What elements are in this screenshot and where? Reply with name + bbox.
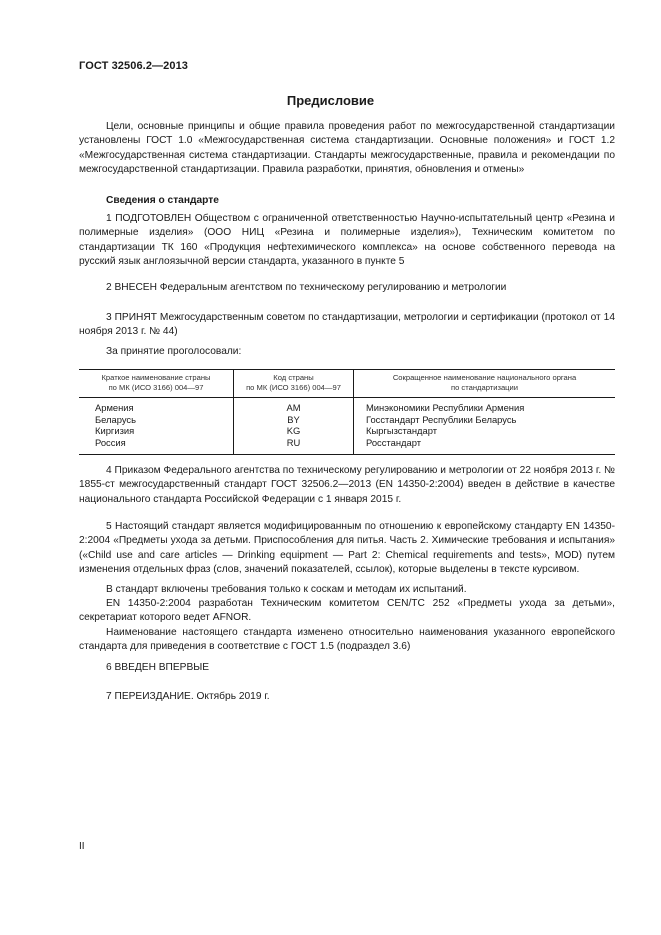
intro-paragraph: Цели, основные принципы и общие правила проведения работ по межгосударственной стандартизации установлены ГОСТ 1.0 «Межгосударственная система стандартизации. Основные положения» и ГОСТ 1.2 «Межгосударственная система стандартизации. Стандарты межгосударственные, правила и рекомендации по межгосударственной стандартизации. Правила разработки, принятия, обновления и отмены» [79, 121, 615, 176]
table-cell: Росстандарт [366, 436, 421, 448]
table-cell: Минэкономики Республики Армения [366, 402, 525, 413]
country-names-cell [79, 398, 234, 455]
item-3-paragraph: 3 ПРИНЯТ Межгосударственным советом по стандартизации, метрологии и сертификации (протокол от 14 ноября 2013 г. № 44) [79, 312, 615, 338]
column-header-country: Краткое наименование страны по МК (ИСО 3166) 004—97 [79, 370, 234, 398]
country-codes-cell [234, 398, 354, 455]
item-7-paragraph: 7 ПЕРЕИЗДАНИЕ. Октябрь 2019 г. [106, 691, 270, 702]
item-5-paragraph: 5 Настоящий стандарт является модифицированным по отношению к европейскому стандарту EN 14350-2:2004 «Предметы ухода за детьми. Приспособления для питья. Часть 2. Химические требования и испытания» («Child use and care articles — Drinking equipment — Part 2: Chemical requirements and tests», MOD) путем изменения отдельных фраз (слов, значений показателей, ссылок), которые выделены в тексте курсивом. [79, 521, 615, 576]
table-cell: Кыргызстандарт [366, 425, 438, 436]
section-subtitle: Сведения о стандарте [106, 195, 219, 206]
table-body-row [79, 398, 615, 455]
table-cell: RU [286, 436, 301, 448]
table-cell: Киргизия [95, 425, 135, 436]
page-number: II [79, 841, 85, 852]
column-header-code: Код страны по МК (ИСО 3166) 004—97 [234, 370, 354, 398]
voting-table [79, 369, 615, 455]
vote-label: За принятие проголосовали: [106, 346, 242, 357]
item-4-paragraph: 4 Приказом Федерального агентства по техническому регулированию и метрологии от 22 ноября 2013 г. № 1855-ст межгосударственный стандарт ГОСТ 32506.2—2013 (EN 14350-2:2004) введен в действие в качестве национального стандарта Российской Федерации с 1 января 2015 г. [79, 465, 615, 505]
item-5-committee-paragraph: EN 14350-2:2004 разработан Техническим комитетом CEN/TC 252 «Предметы ухода за детьми», секретариат которого ведет AFNOR. [79, 598, 615, 624]
table-cell: AM [286, 402, 301, 413]
item-1-paragraph: 1 ПОДГОТОВЛЕН Обществом с ограниченной ответственностью Научно-испытательный центр «Резина и полимерные изделия» (ООО НИЦ «Резина и полимерные изделия»), Техническим комитетом по стандартизации ТК 160 «Продукция нефтехимического комплекса» на основе собственного перевода на русский язык англоязычной версии стандарта, указанного в пункте 5 [79, 213, 615, 268]
table-cell: Беларусь [95, 413, 137, 425]
document-header: ГОСТ 32506.2—2013 [79, 60, 189, 72]
table-cell: BY [287, 413, 300, 425]
standards-bodies-cell [354, 398, 616, 455]
table-cell: KG [286, 425, 301, 436]
table-cell: Госстандарт Республики Беларусь [366, 413, 517, 425]
item-6-paragraph: 6 ВВЕДЕН ВПЕРВЫЕ [106, 662, 210, 673]
table-cell: Россия [95, 436, 126, 448]
item-5-scope-paragraph: В стандарт включены требования только к соскам и методам их испытаний. [106, 584, 467, 595]
table-header-row [79, 370, 615, 398]
table-cell: Армения [95, 402, 134, 413]
item-2-paragraph: 2 ВНЕСЕН Федеральным агентством по техническому регулированию и метрологии [106, 282, 507, 293]
column-header-body: Сокращенное наименование национального органа по стандартизации [354, 370, 616, 398]
item-5-name-paragraph: Наименование настоящего стандарта изменено относительно наименования указанного европейского стандарта для приведения в соответствие с ГОСТ 1.5 (подраздел 3.6) [79, 627, 615, 653]
page-title: Предисловие [286, 93, 375, 108]
